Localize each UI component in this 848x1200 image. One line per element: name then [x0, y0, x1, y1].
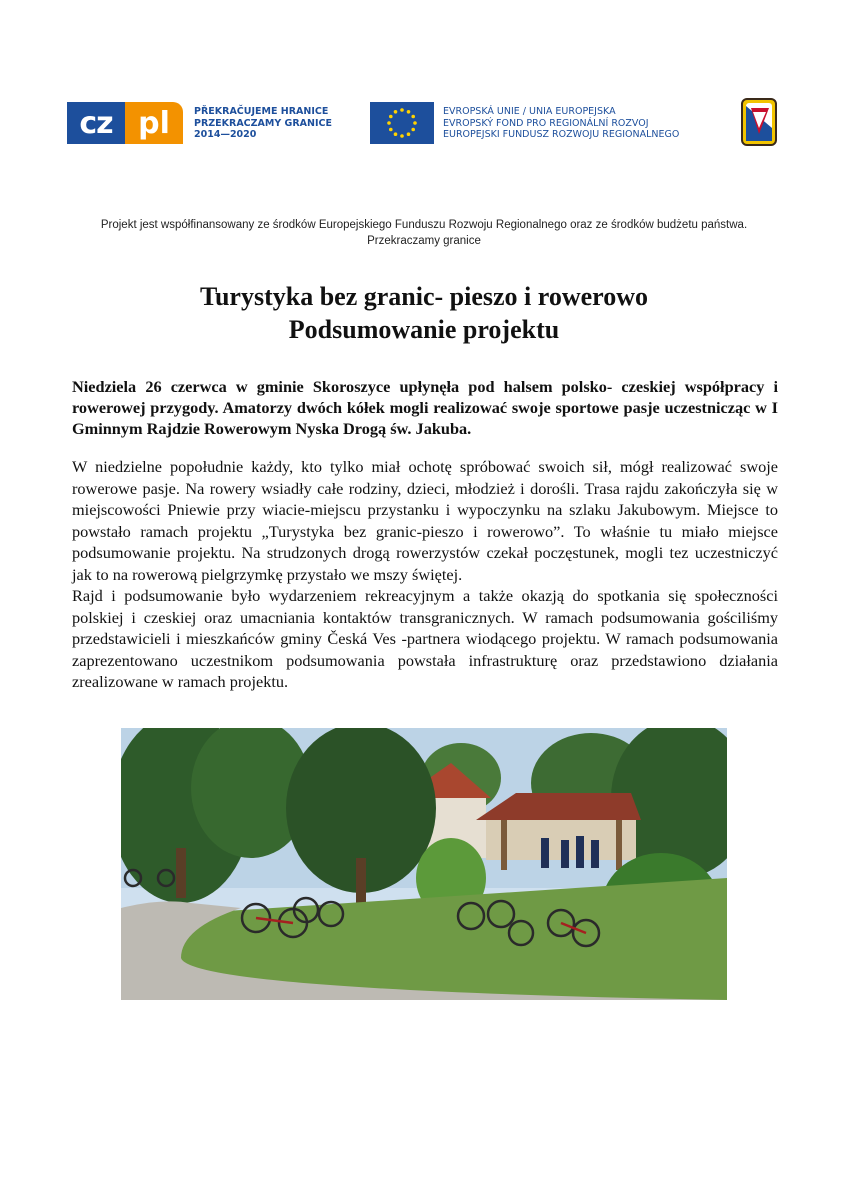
czpl-logo-cz: cz	[67, 102, 125, 144]
cofinancing-line: Przekraczamy granice	[367, 235, 481, 247]
body-paragraph: Rajd i podsumowanie było wydarzeniem rekreacyjnym a także okazją do spotkania się społeczności polskiej i czeskiej oraz umacniania kontaktów transgranicznych. W ramach podsumowania gościliśmy przedstawicieli i mieszkańców gminy Česká Ves -partnera wiodącego projektu. W ramach podsumowania zaprezentowano uczestnikom podsumowania powstała infrastrukturę oraz przedstawiono działania zrealizowane w ramach projektu.	[72, 586, 778, 691]
event-photo	[121, 728, 727, 1000]
czpl-tagline-years: 2014—2020	[194, 129, 257, 140]
czpl-tagline-line: PRZEKRACZAMY GRANICE	[194, 117, 332, 129]
eu-flag-icon	[370, 102, 434, 144]
coat-of-arms-icon	[741, 98, 777, 146]
eu-tagline-line: EVROPSKÝ FOND PRO REGIONÁLNÍ ROZVOJ	[443, 117, 649, 129]
czpl-tagline	[194, 106, 332, 141]
title-subline: Podsumowanie projektu	[288, 315, 560, 344]
eu-tagline	[443, 106, 679, 141]
lead-paragraph: Niedziela 26 czerwca w gminie Skoroszyce upłynęła pod halsem polsko- czeskiej współpracy i rowerowej przygody. Amatorzy dwóch kółek mogli realizować swoje sportowe pasje uczestnicząc w I Gminnym Rajdzie Rowerowym Nyska Drogą św. Jakuba.	[72, 377, 778, 438]
czpl-logo-pl: pl	[125, 102, 183, 144]
czpl-tagline-line: PŘEKRAČUJEME HRANICE	[194, 106, 329, 117]
body-paragraph: W niedzielne popołudnie każdy, kto tylko miał ochotę spróbować swoich sił, mógł realizować swoje rowerowe pasje. Na rowery wsiadły całe rodziny, dzieci, młodzież i dorośli. Trasa rajdu zakończyła się w miejscowości Pniewie przy wiacie-miejscu przystanku i wypoczynku na szlaku Jakubowym. Miejsce to powstało ramach projektu „Turystyka bez granic-pieszo i rowerowo”. To właśnie tu miało miejsce podsumowanie projektu. Na strudzonych drogą rowerzystów czekał poczęstunek, mogli tez uczestniczyć jak to na rowerową pielgrzymkę przystało we mszy świętej.	[72, 457, 778, 584]
title-line: Turystyka bez granic- pieszo i rowerowo	[200, 282, 648, 311]
cofinancing-note	[40, 217, 808, 249]
cofinancing-line: Projekt jest współfinansowany ze środków Europejskiego Funduszu Rozwoju Regionalnego oraz ze środków budżetu państwa.	[100, 219, 748, 231]
article-body	[72, 456, 778, 693]
logo-bar	[0, 98, 848, 152]
page-title	[0, 280, 848, 346]
eu-tagline-line: EUROPEJSKI FUNDUSZ ROZWOJU REGIONALNEGO	[443, 129, 680, 140]
eu-tagline-line: EVROPSKÁ UNIE / UNIA EUROPEJSKA	[443, 106, 616, 117]
czpl-logo	[67, 102, 183, 144]
